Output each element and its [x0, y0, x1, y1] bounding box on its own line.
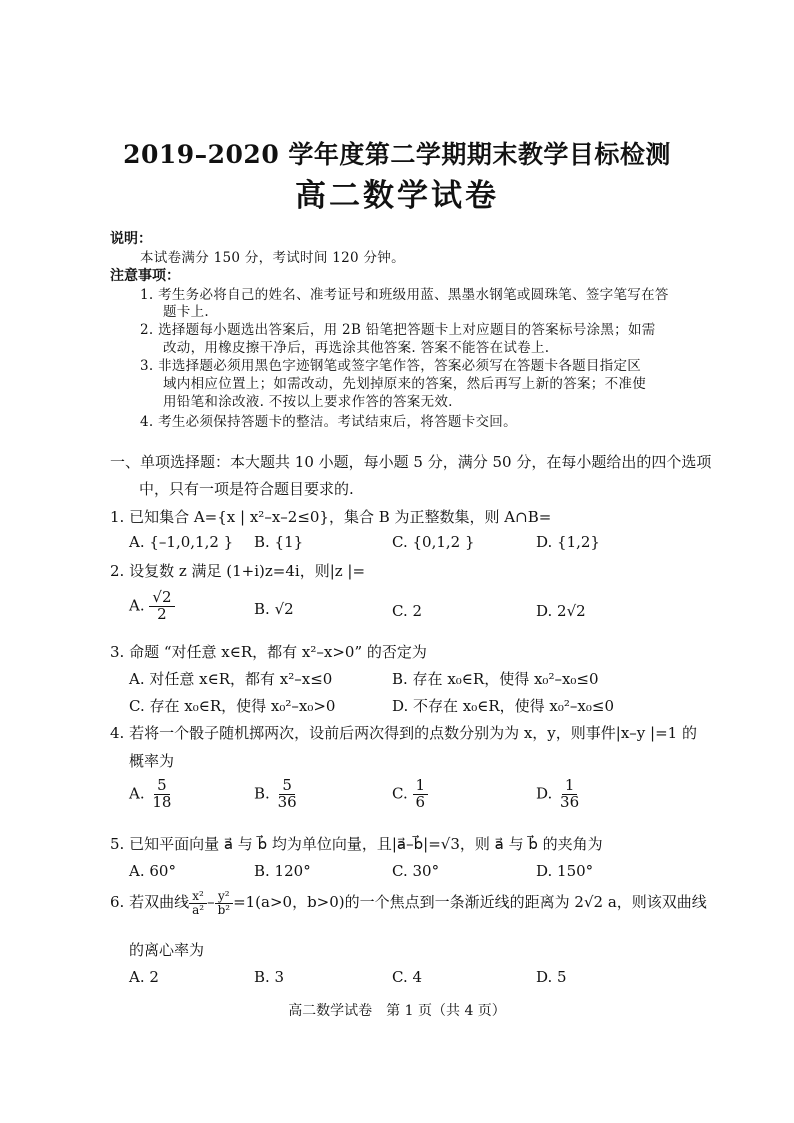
fraction-denominator: b² — [217, 902, 231, 917]
notice-line: 域内相应位置上；如需改动，先划掉原来的答案，然后再写上新的答案；不准使 — [163, 376, 646, 392]
question-4-stem-cont: 概率为 — [129, 752, 175, 770]
q2-option-a — [129, 590, 175, 623]
q2-option-b-value: √2 — [274, 600, 294, 618]
question-4-stem: 4. 若将一个骰子随机掷两次，设前后两次得到的点数分别为为 x，y，则事件|x–y |=1 的 — [110, 724, 697, 742]
question-1-stem: 1. 已知集合 A={x | x²–x–2≤0}，集合 B 为正整数集，则 A∩B= — [110, 508, 552, 526]
notice-label: 注意事项： — [110, 268, 180, 284]
q2-option-d — [536, 602, 586, 620]
q6-minus: – — [207, 893, 215, 912]
notice-line: 4. 考生必须保持答题卡的整洁。考试结束后，将答题卡交回。 — [140, 414, 517, 430]
q1-option-c: C. {0,1,2 } — [392, 533, 475, 551]
notice-line: 改动，用橡皮擦干净后，再选涂其他答案. 答案不能答在试卷上. — [163, 340, 550, 356]
fraction-numerator: √2 — [149, 590, 174, 607]
q6-option-c: C. 4 — [392, 968, 423, 986]
fraction-denominator: 36 — [560, 792, 580, 811]
q5-option-d: D. 150° — [536, 862, 594, 880]
fraction-denominator: 18 — [152, 792, 172, 811]
question-5-stem: 5. 已知平面向量 a⃗ 与 b⃗ 均为单位向量，且|a⃗–b⃗|=√3，则 a⃗ 与 b⃗ 的夹角为 — [110, 835, 603, 853]
q1-option-b: B. {1} — [254, 533, 304, 551]
notice-line: 题卡上. — [163, 304, 209, 320]
fraction-numerator: 1 — [413, 778, 429, 795]
q5-option-c: C. 30° — [392, 862, 440, 880]
section-heading: 一、单项选择题：本大题共 10 小题，每小题 5 分，满分 50 分，在每小题给出的四个选项 — [110, 453, 712, 471]
fraction-denominator: 2 — [157, 604, 167, 623]
q3-option-d: D. 不存在 x₀∈R，使得 x₀²–x₀≤0 — [392, 697, 615, 715]
question-6-stem — [110, 890, 707, 916]
q4-option-a-label: A. — [129, 784, 145, 803]
fraction-denominator: a² — [192, 902, 205, 917]
notice-line: 2. 选择题每小题选出答案后，用 2B 铅笔把答题卡上对应题目的答案标号涂黑；如需 — [140, 322, 656, 338]
q2-option-c: C. 2 — [392, 602, 423, 620]
q3-option-b: B. 存在 x₀∈R，使得 x₀²–x₀≤0 — [392, 670, 599, 688]
q4-option-b-label: B. — [254, 784, 270, 803]
fraction-numerator: y² — [215, 890, 233, 904]
question-6-stem-cont: 的离心率为 — [129, 941, 205, 959]
q2-option-d-value: 2√2 — [557, 602, 586, 620]
section-heading-cont: 中，只有一项是符合题目要求的. — [139, 480, 354, 498]
q6-fraction-x — [189, 890, 207, 916]
exam-subtitle: 高二数学试卷 — [295, 178, 499, 214]
q6-option-a: A. 2 — [129, 968, 159, 986]
q6-stem-post: =1(a>0，b>0)的一个焦点到一条渐近线的距离为 2√2 a，则该双曲线 — [233, 893, 707, 912]
q4-option-b-fraction — [275, 778, 300, 811]
fraction-denominator: 6 — [415, 792, 426, 811]
q4-option-d-fraction — [557, 778, 582, 811]
q5-option-b: B. 120° — [254, 862, 311, 880]
q6-option-b: B. 3 — [254, 968, 285, 986]
q6-fraction-y — [215, 890, 234, 916]
fraction-numerator: 5 — [279, 778, 295, 795]
page-footer: 高二数学试卷 第 1 页（共 4 页） — [288, 1003, 506, 1019]
q6-stem-pre: 6. 若双曲线 — [110, 893, 190, 912]
q3-option-a: A. 对任意 x∈R，都有 x²–x≤0 — [129, 670, 333, 688]
q5-option-a: A. 60° — [129, 862, 176, 880]
instructions-text: 本试卷满分 150 分，考试时间 120 分钟。 — [140, 250, 405, 266]
q2-option-b — [254, 600, 294, 618]
q4-option-d — [536, 778, 582, 811]
q4-option-a-fraction — [149, 778, 174, 811]
q4-option-b — [254, 778, 300, 811]
q2-option-d-label: D. — [536, 602, 553, 620]
fraction-numerator: x² — [189, 890, 207, 904]
question-3-stem: 3. 命题 “对任意 x∈R，都有 x²–x>0” 的否定为 — [110, 643, 427, 661]
q4-option-c-label: C. — [392, 784, 408, 803]
q1-option-d: D. {1,2} — [536, 533, 600, 551]
q4-option-c-fraction — [413, 778, 429, 811]
q1-option-a: A. {–1,0,1,2 } — [129, 533, 234, 551]
q2-option-a-fraction — [149, 590, 174, 623]
notice-line: 3. 非选择题必须用黑色字迹钢笔或签字笔作答，答案必须写在答题卡各题目指定区 — [140, 358, 642, 374]
q4-option-c — [392, 778, 428, 811]
q4-option-a — [129, 778, 174, 811]
q6-option-d: D. 5 — [536, 968, 567, 986]
q2-option-b-label: B. — [254, 600, 270, 618]
fraction-numerator: 5 — [154, 778, 170, 795]
fraction-denominator: 36 — [277, 792, 297, 811]
q2-option-a-label: A. — [129, 596, 145, 615]
question-2-stem: 2. 设复数 z 满足 (1+i)z=4i，则|z |= — [110, 562, 366, 580]
notice-line: 用铅笔和涂改液. 不按以上要求作答的答案无效. — [163, 394, 453, 410]
instructions-label: 说明： — [110, 231, 152, 247]
q3-option-c: C. 存在 x₀∈R，使得 x₀²–x₀>0 — [129, 697, 336, 715]
fraction-numerator: 1 — [562, 778, 578, 795]
exam-title: 2019–2020 学年度第二学期期末教学目标检测 — [123, 140, 671, 169]
notice-line: 1. 考生务必将自己的姓名、准考证号和班级用蓝、黑墨水钢笔或圆珠笔、签字笔写在答 — [140, 287, 669, 303]
q4-option-d-label: D. — [536, 784, 553, 803]
